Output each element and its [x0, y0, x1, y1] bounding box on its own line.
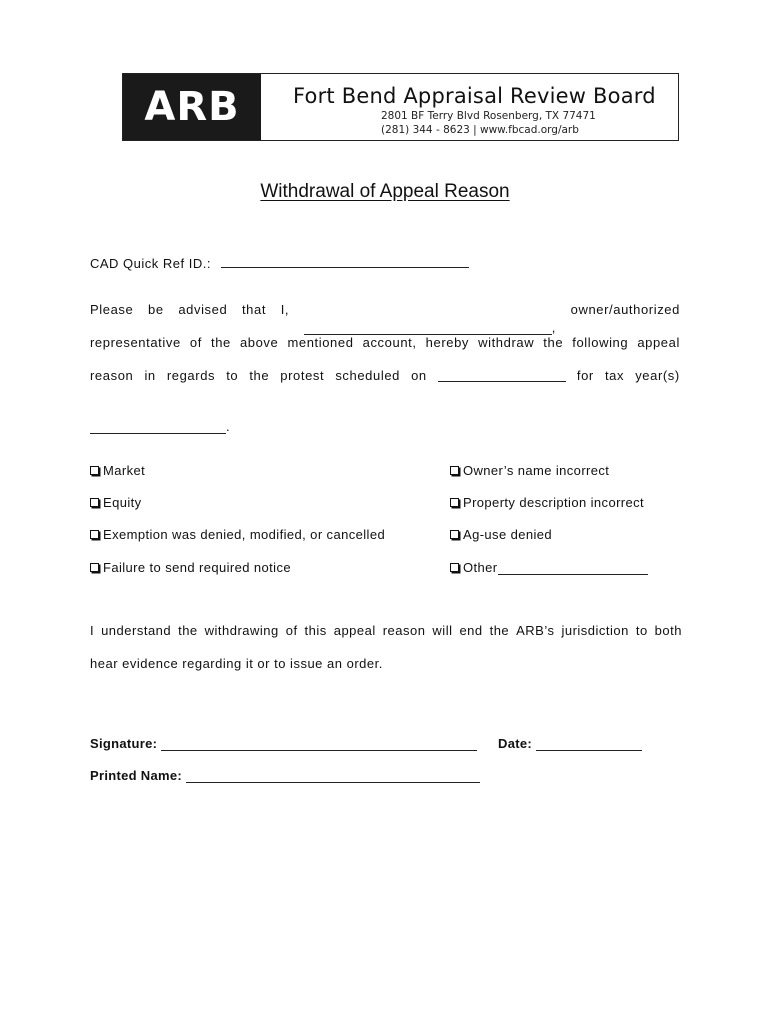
ack-word: the — [178, 623, 198, 638]
ack-word: to — [635, 623, 648, 638]
signature-label: Signature: — [90, 736, 158, 751]
reason-other[interactable] — [450, 560, 648, 575]
statement-word: appeal — [637, 335, 680, 350]
checkbox-icon[interactable] — [450, 466, 459, 475]
reason-label: Other — [463, 560, 498, 575]
protest-date-field[interactable] — [438, 368, 566, 382]
reason-ag-use[interactable] — [450, 527, 552, 542]
statement-word: the — [210, 335, 231, 350]
statement-word: account, — [362, 335, 417, 350]
statement-word: of — [189, 335, 202, 350]
name-blank-group: , — [304, 302, 556, 335]
owner-name-field[interactable] — [304, 321, 552, 335]
printed-name-field[interactable] — [186, 769, 480, 783]
reason-equity[interactable] — [90, 495, 142, 510]
statement-word: owner/authorized — [570, 302, 680, 317]
statement-word: I, — [280, 302, 290, 317]
reason-label: Owner’s name incorrect — [463, 463, 610, 478]
period-mark: . — [226, 419, 231, 434]
reason-label: Failure to send required notice — [103, 560, 292, 575]
ack-word: understand — [101, 623, 172, 638]
reason-label: Ag-use denied — [463, 527, 553, 542]
statement-line-2 — [90, 335, 680, 368]
ref-id-label: CAD Quick Ref ID.: — [90, 256, 211, 271]
reason-owner-name[interactable] — [450, 463, 609, 478]
date-label: Date: — [498, 736, 533, 751]
statement-word: advised — [178, 302, 228, 317]
statement-word: regards — [166, 368, 216, 383]
tax-year-field[interactable] — [90, 420, 226, 434]
checkbox-icon[interactable] — [450, 530, 459, 539]
statement-line-4 — [90, 401, 680, 434]
checkbox-icon[interactable] — [450, 563, 459, 572]
statement-word: the — [543, 335, 564, 350]
checkbox-icon[interactable] — [450, 498, 459, 507]
ack-word: end — [459, 623, 483, 638]
org-contact: (281) 344 - 8623 | www.fbcad.org/arb — [381, 124, 579, 136]
reason-label: Market — [103, 463, 146, 478]
statement-word: representative — [90, 335, 181, 350]
ack-word: appeal — [333, 623, 376, 638]
ack-word: withdrawing — [204, 623, 279, 638]
other-reason-field[interactable] — [498, 561, 648, 575]
checkbox-icon[interactable] — [90, 530, 99, 539]
statement-word: protest — [280, 368, 325, 383]
letterhead — [122, 73, 679, 141]
statement-word: withdraw — [478, 335, 535, 350]
statement-word: be — [148, 302, 164, 317]
ack-word: will — [432, 623, 453, 638]
signature-field[interactable] — [161, 737, 477, 751]
statement-word: Please — [90, 302, 134, 317]
statement-word: mentioned — [287, 335, 354, 350]
ack-word: this — [304, 623, 327, 638]
ack-word: jurisdiction — [561, 623, 629, 638]
statement-word: on — [411, 368, 427, 383]
statement-word: year(s) — [635, 368, 680, 383]
statement-word: to — [226, 368, 239, 383]
org-address: 2801 BF Terry Blvd Rosenberg, TX 77471 — [381, 110, 596, 122]
ack-word: the — [489, 623, 510, 638]
checkbox-icon[interactable] — [90, 466, 99, 475]
statement-word: that — [241, 302, 267, 317]
ack-word: ARB’s — [516, 623, 555, 638]
document-title: Withdrawal of Appeal Reason — [260, 181, 510, 202]
reason-label: Property description incorrect — [463, 495, 645, 510]
reason-failure-notice[interactable] — [90, 560, 291, 575]
statement-line-1 — [90, 302, 680, 335]
reason-exemption[interactable] — [90, 527, 385, 542]
checkbox-icon[interactable] — [90, 498, 99, 507]
statement-word: for — [576, 368, 594, 383]
acknowledgement-line-1 — [90, 623, 682, 656]
statement-word: reason — [90, 368, 134, 383]
signature-row — [90, 736, 477, 751]
reason-label: Equity — [103, 495, 142, 510]
ack-word: reason — [382, 623, 426, 638]
date-field[interactable] — [536, 737, 642, 751]
statement-word: the — [249, 368, 270, 383]
statement-word: hereby — [425, 335, 470, 350]
ref-id-row — [90, 254, 469, 271]
org-name: Fort Bend Appraisal Review Board — [293, 84, 656, 108]
arb-logo: ARB — [123, 74, 261, 140]
statement-word: in — [144, 368, 156, 383]
ref-id-field[interactable] — [221, 254, 469, 268]
ack-word: I — [90, 623, 95, 638]
date-row — [498, 736, 642, 751]
org-info — [261, 74, 678, 140]
ack-word: both — [654, 623, 682, 638]
acknowledgement-line-2: hear evidence regarding it or to issue an order. — [90, 656, 383, 671]
statement-line-3 — [90, 368, 680, 401]
statement-paragraph — [90, 302, 680, 434]
ack-word: of — [285, 623, 298, 638]
reason-property-description[interactable] — [450, 495, 644, 510]
reason-label: Exemption was denied, modified, or cancelled — [103, 527, 386, 542]
statement-word: following — [572, 335, 629, 350]
tax-year-group — [90, 401, 230, 434]
statement-word: above — [239, 335, 279, 350]
statement-word: tax — [604, 368, 625, 383]
reason-market[interactable] — [90, 463, 145, 478]
printed-name-row — [90, 768, 480, 783]
statement-word: scheduled — [335, 368, 400, 383]
printed-name-label: Printed Name: — [90, 768, 183, 783]
checkbox-icon[interactable] — [90, 563, 99, 572]
acknowledgement-paragraph — [90, 623, 682, 689]
